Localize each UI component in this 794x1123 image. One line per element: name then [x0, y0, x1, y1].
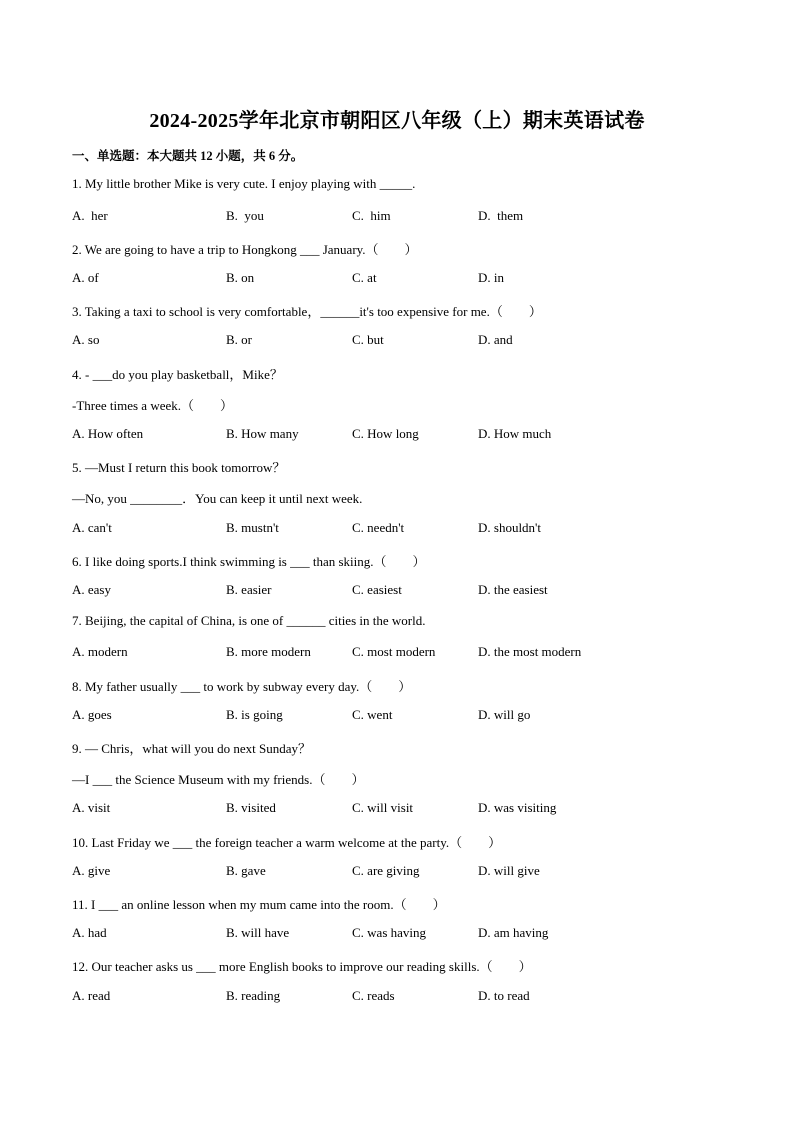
question-4-option-c: C. How long: [352, 426, 419, 441]
question-1-option-c: C. him: [352, 208, 391, 223]
question-12-stem: 12. Our teacher asks us ___ more English books to improve our reading skills.（ ）: [72, 959, 532, 974]
question-3-option-c: C. but: [352, 332, 384, 347]
question-8-option-b: B. is going: [226, 707, 283, 722]
question-9-option-a: A. visit: [72, 800, 111, 815]
question-12-option-a: A. read: [72, 988, 111, 1003]
question-4-option-d: D. How much: [478, 426, 552, 441]
question-5-option-a: A. can't: [72, 520, 112, 535]
question-6-option-b: B. easier: [226, 582, 272, 597]
question-7-option-a: A. modern: [72, 644, 128, 659]
question-11-option-b: B. will have: [226, 925, 290, 940]
question-10-option-c: C. are giving: [352, 863, 420, 878]
question-3-option-b: B. or: [226, 332, 252, 347]
question-5-stem-line-2: —No, you ________．You can keep it until next week.: [72, 491, 363, 506]
question-3-option-a: A. so: [72, 332, 100, 347]
question-1-option-d: D. them: [478, 208, 524, 223]
question-3-option-d: D. and: [478, 332, 513, 347]
question-6-option-d: D. the easiest: [478, 582, 548, 597]
question-2-option-b: B. on: [226, 270, 255, 285]
question-5-option-d: D. shouldn't: [478, 520, 542, 535]
question-7-option-c: C. most modern: [352, 644, 436, 659]
question-4-stem: 4. - ___do you play basketball，Mike？: [72, 367, 283, 382]
question-9-option-c: C. will visit: [352, 800, 414, 815]
question-8-stem: 8. My father usually ___ to work by subway every day.（ ）: [72, 679, 412, 694]
question-9-stem: 9. — Chris，what will you do next Sunday？: [72, 741, 312, 756]
question-2-stem: 2. We are going to have a trip to Hongkong ___ January.（ ）: [72, 242, 418, 257]
question-7-stem: 7. Beijing, the capital of China, is one of ______ cities in the world.: [72, 613, 426, 628]
question-9-option-b: B. visited: [226, 800, 276, 815]
question-7-option-b: B. more modern: [226, 644, 311, 659]
question-10-stem: 10. Last Friday we ___ the foreign teacher a warm welcome at the party.（ ）: [72, 835, 502, 850]
question-8-option-a: A. goes: [72, 707, 112, 722]
question-3-stem: 3. Taking a taxi to school is very comfortable，______it's too expensive for me.（ ）: [72, 304, 542, 319]
question-8-option-d: D. will go: [478, 707, 531, 722]
question-2-option-d: D. in: [478, 270, 504, 285]
question-11-option-d: D. am having: [478, 925, 549, 940]
question-6-option-c: C. easiest: [352, 582, 402, 597]
question-6-stem: 6. I like doing sports.I think swimming is ___ than skiing.（ ）: [72, 554, 426, 569]
question-9-option-d: D. was visiting: [478, 800, 557, 815]
question-9-stem-line-2: —I ___ the Science Museum with my friends.（ ）: [72, 772, 365, 787]
question-10-option-a: A. give: [72, 863, 111, 878]
question-1-stem: 1. My little brother Mike is very cute. I enjoy playing with _____.: [72, 176, 416, 191]
question-2-option-c: C. at: [352, 270, 377, 285]
question-12-option-d: D. to read: [478, 988, 530, 1003]
question-5-option-c: C. needn't: [352, 520, 405, 535]
question-5-stem: 5. —Must I return this book tomorrow？: [72, 460, 286, 475]
question-11-stem: 11. I ___ an online lesson when my mum came into the room.（ ）: [72, 897, 446, 912]
question-6-option-a: A. easy: [72, 582, 111, 597]
question-1-option-b: B. you: [226, 208, 264, 223]
section-heading: 一、单选题：本大题共 12 小题，共 6 分。: [72, 149, 304, 163]
question-11-option-c: C. was having: [352, 925, 427, 940]
question-4-stem-line-2: -Three times a week.（ ）: [72, 398, 234, 413]
question-4-option-b: B. How many: [226, 426, 299, 441]
question-2-option-a: A. of: [72, 270, 99, 285]
question-12-option-b: B. reading: [226, 988, 281, 1003]
page-title: 2024-2025学年北京市朝阳区八年级（上）期末英语试卷: [149, 110, 645, 132]
question-12-option-c: C. reads: [352, 988, 395, 1003]
question-1-option-a: A. her: [72, 208, 108, 223]
question-7-option-d: D. the most modern: [478, 644, 582, 659]
question-4-option-a: A. How often: [72, 426, 144, 441]
question-10-option-d: D. will give: [478, 863, 540, 878]
question-11-option-a: A. had: [72, 925, 107, 940]
question-8-option-c: C. went: [352, 707, 393, 722]
question-5-option-b: B. mustn't: [226, 520, 279, 535]
question-10-option-b: B. gave: [226, 863, 266, 878]
